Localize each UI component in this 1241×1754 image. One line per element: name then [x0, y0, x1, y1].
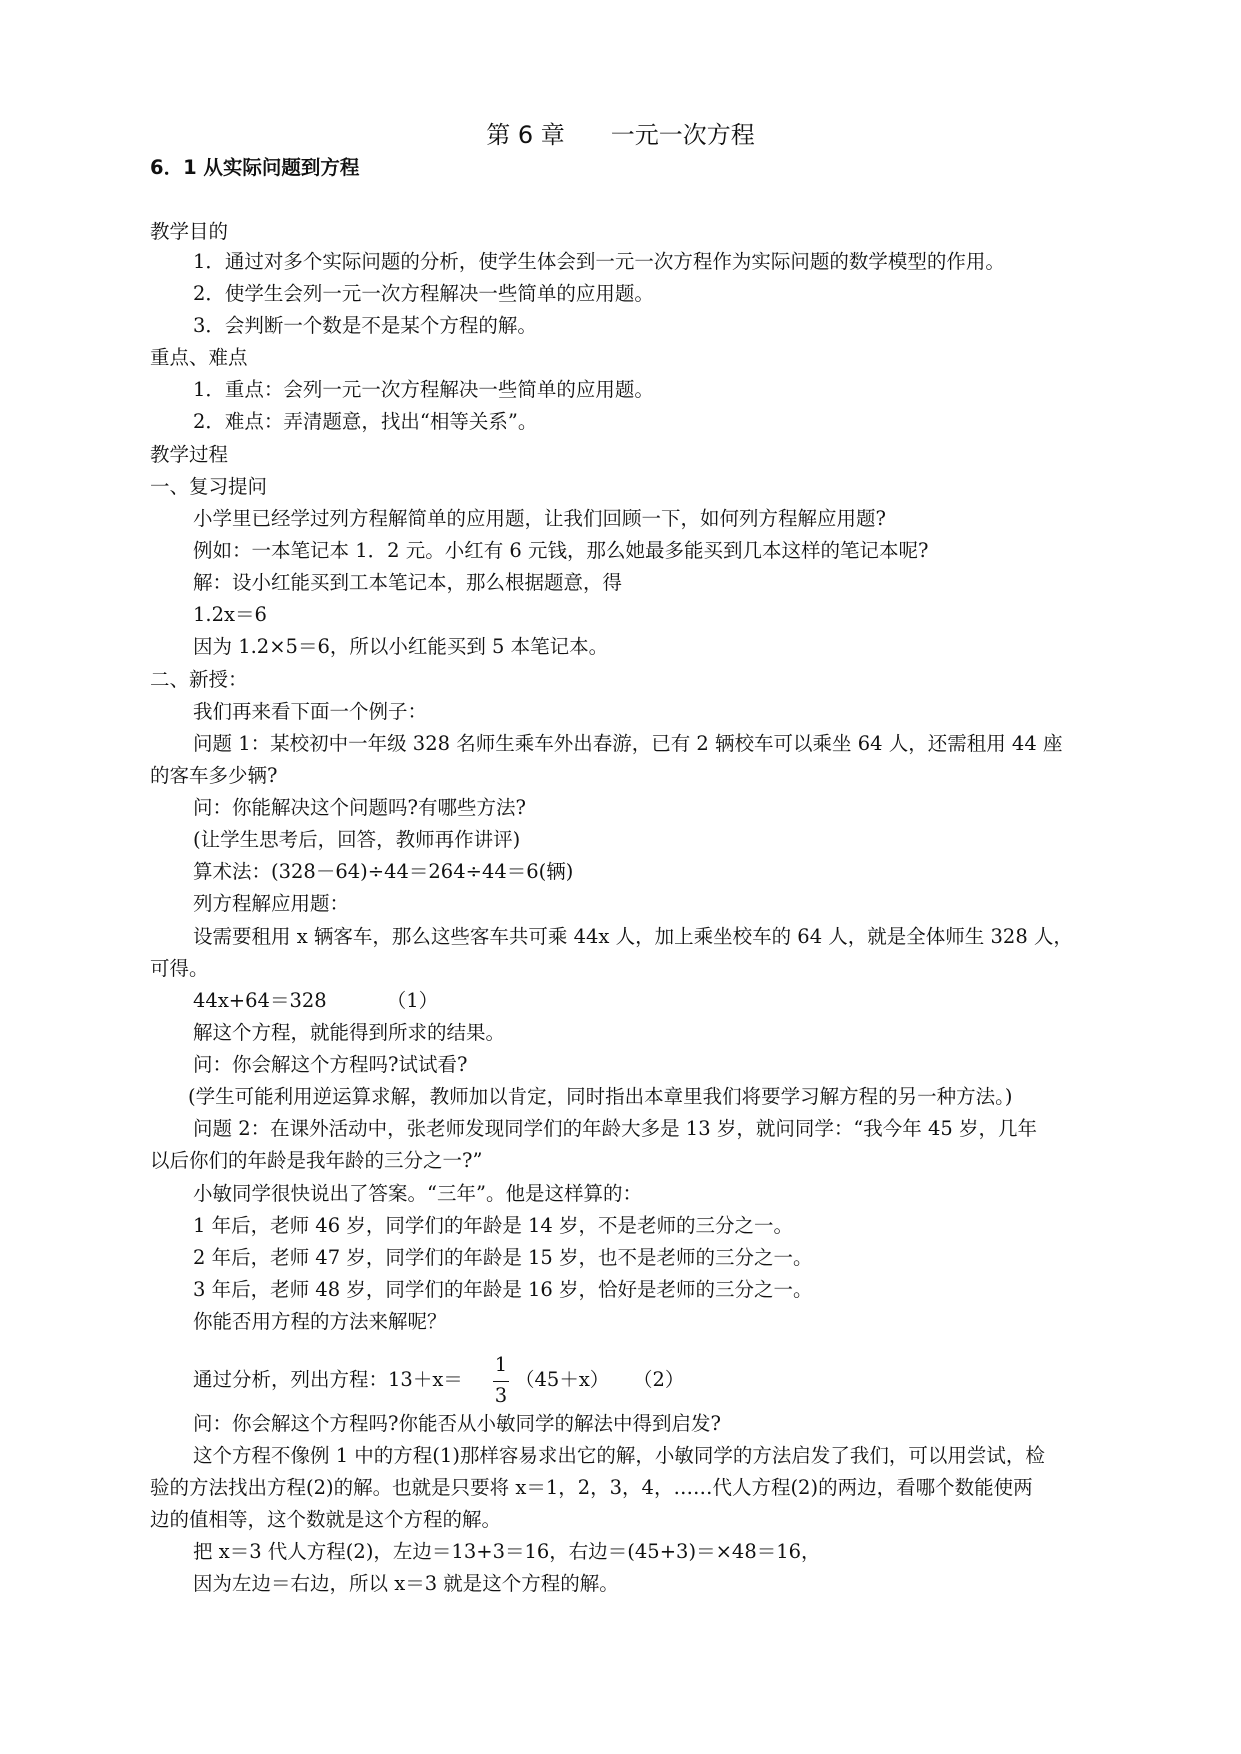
objective-item: 2．使学生会列一元一次方程解决一些简单的应用题。: [193, 282, 654, 305]
review-line: 解：设小红能买到工本笔记本，那么根据题意，得: [193, 571, 623, 594]
process-heading: 教学过程: [150, 443, 229, 466]
chapter-name: 一元一次方程: [610, 121, 755, 149]
question: 问：你能解决这个问题吗?有哪些方法?: [193, 796, 526, 819]
equation-1: [193, 987, 438, 1015]
question: 问：你会解这个方程吗?你能否从小敏同学的解法中得到启发?: [193, 1412, 721, 1435]
key-point-item: 1．重点：会列一元一次方程解决一些简单的应用题。: [193, 378, 654, 401]
key-points-heading: 重点、难点: [150, 346, 248, 369]
explanation-line: 验的方法找出方程(2)的解。也就是只要将 x＝1，2，3，4，……代人方程(2)的两边，看哪个数能使两: [150, 1476, 1033, 1499]
equation-1-body: 44x+64＝328: [193, 989, 327, 1012]
new-lesson-heading: 二、新授：: [150, 668, 248, 691]
question-note: (让学生思考后，回答，教师再作讲评): [193, 828, 521, 851]
review-line: 小学里已经学过列方程解简单的应用题，让我们回顾一下，如何列方程解应用题?: [193, 507, 886, 530]
explanation-line: 这个方程不像例 1 中的方程(1)那样容易求出它的解，小敏同学的方法启发了我们，可以用尝试，检: [193, 1444, 1045, 1467]
substitution-line: 把 x＝3 代人方程(2)，左边＝13+3＝16，右边＝(45+3)＝×48＝16，: [193, 1540, 821, 1563]
key-point-item: 2．难点：弄清题意，找出“相等关系”。: [193, 410, 538, 433]
equation-1-tag: （1）: [386, 989, 439, 1012]
year-line: 2 年后，老师 47 岁，同学们的年龄是 15 岁，也不是老师的三分之一。: [193, 1246, 813, 1269]
answer-intro: 小敏同学很快说出了答案。“三年”。他是这样算的：: [193, 1182, 642, 1205]
equation-2-prefix: 通过分析，列出方程：13＋x＝: [193, 1368, 463, 1391]
review-line: 例如：一本笔记本 1．2 元。小红有 6 元钱，那么她最多能买到几本这样的笔记本呢?: [193, 539, 929, 562]
year-line: 1 年后，老师 46 岁，同学们的年龄是 14 岁，不是老师的三分之一。: [193, 1214, 794, 1237]
section-heading: 6．1 从实际问题到方程: [150, 156, 360, 179]
new-lesson-intro: 我们再来看下面一个例子：: [193, 700, 428, 723]
problem2-line: 问题 2：在课外活动中，张老师发现同学们的年龄大多是 13 岁，就问同学：“我今年 45 岁，几年: [193, 1117, 1037, 1140]
equation-2-tag: （2）: [633, 1368, 685, 1391]
equation-2-suffix: （45＋x）: [515, 1368, 610, 1391]
objectives-heading: 教学目的: [150, 220, 229, 243]
chapter-number: 第 6 章: [486, 121, 565, 149]
review-line: 因为 1.2×5＝6，所以小红能买到 5 本笔记本。: [193, 635, 609, 658]
fraction-denominator: 3: [494, 1384, 508, 1407]
question-note: (学生可能利用逆运算求解，教师加以肯定，同时指出本章里我们将要学习解方程的另一种方法。): [188, 1085, 1013, 1108]
chapter-title: [0, 120, 1241, 150]
fraction-numerator: 1: [494, 1353, 508, 1376]
fraction-one-third: [491, 1352, 511, 1410]
arithmetic-method: 算术法：(328－64)÷44＝264÷44＝6(辆): [193, 860, 574, 883]
question: 你能否用方程的方法来解呢？: [193, 1310, 447, 1333]
setup-line: 设需要租用 x 辆客车，那么这些客车共可乘 44x 人，加上乘坐校车的 64 人，就是全体师生 328 人，: [193, 925, 1073, 948]
explanation-line: 边的值相等，这个数就是这个方程的解。: [150, 1508, 502, 1531]
equation-method: 列方程解应用题：: [193, 892, 350, 915]
objective-item: 1．通过对多个实际问题的分析，使学生体会到一元一次方程作为实际问题的数学模型的作用。: [193, 250, 1005, 273]
fraction-bar: [493, 1381, 509, 1382]
problem1-line: 的客车多少辆?: [150, 764, 278, 787]
objective-item: 3．会判断一个数是不是某个方程的解。: [193, 314, 537, 337]
setup-line: 可得。: [150, 957, 209, 980]
problem1-line: 问题 1：某校初中一年级 328 名师生乘车外出春游，已有 2 辆校车可以乘坐 64 人，还需租用 44 座: [193, 732, 1063, 755]
question: 问：你会解这个方程吗?试试看?: [193, 1053, 468, 1076]
solve-note: 解这个方程，就能得到所求的结果。: [193, 1021, 506, 1044]
year-line: 3 年后，老师 48 岁，同学们的年龄是 16 岁，恰好是老师的三分之一。: [193, 1278, 813, 1301]
conclusion-line: 因为左边＝右边，所以 x＝3 就是这个方程的解。: [193, 1572, 619, 1595]
problem2-line: 以后你们的年龄是我年龄的三分之一?”: [150, 1149, 483, 1172]
review-heading: 一、复习提问: [150, 475, 268, 498]
review-equation: 1.2x＝6: [193, 603, 267, 626]
